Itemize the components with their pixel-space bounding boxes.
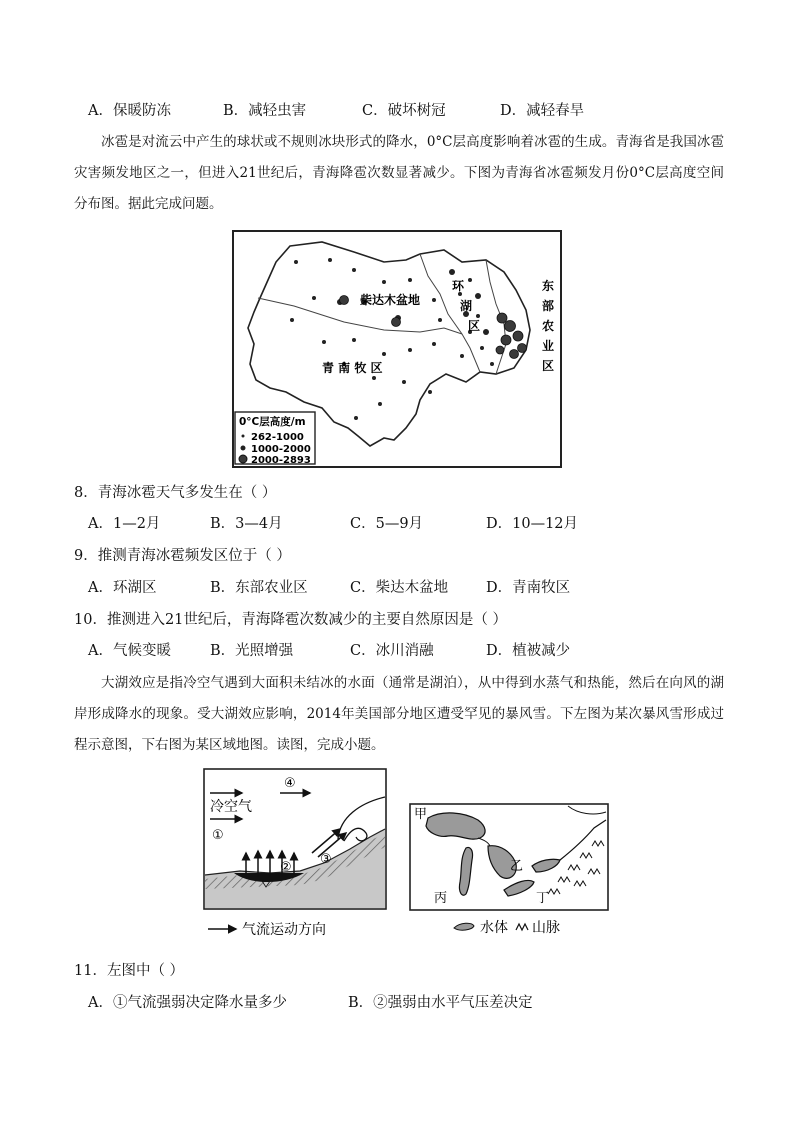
q9-option-b: B．东部农业区 [210,580,308,596]
legend-dot-large [239,455,247,463]
legend-item-3: 2000-2893 [251,455,311,466]
label-m3: ③ [320,852,332,867]
qinghai-hail-map [232,230,562,468]
label-huanhu-3: 区 [468,319,481,333]
label-east-5: 区 [542,359,555,373]
q8-options [88,515,578,533]
label-east-3: 农 [542,319,555,333]
legend-water: 水体 [480,920,508,936]
label-qaidam: 柴达木盆地 [360,293,421,307]
q9-option-c: C．柴达木盆地 [350,580,449,596]
q7-option-b: B．减轻虫害 [223,103,307,119]
legend-airflow: 气流运动方向 [242,922,326,938]
label-m1: ① [212,828,224,843]
q9-option-a: A．环湖区 [88,580,157,596]
legend-dot-small [242,435,245,438]
label-m4: ④ [284,776,296,791]
label-jia: 甲 [414,807,428,822]
q7-option-d: D．减轻春旱 [500,103,585,119]
legend-mountain-icon [516,924,528,930]
q9-option-d: D．青南牧区 [486,580,571,596]
label-east-2: 部 [542,299,555,313]
passage-hail: 冰雹是对流云中产生的球状或不规则冰块形式的降水，0°C层高度影响着冰雹的生成。青海省是我国冰雹灾害频发地区之一，但进入21世纪后，青海降雹次数显著减少。下图为青海省冰雹频发月份0°C层高度空间分布图。据此完成问题。 [74,134,724,212]
legend-item-1: 262-1000 [251,432,304,443]
q9-stem: 9．推测青海冰雹频发区位于（ ） [74,548,291,564]
q10-stem: 10．推测进入21世纪后，青海降雹次数减少的主要自然原因是（ ） [74,612,508,628]
q10-option-c: C．冰川消融 [350,643,434,659]
label-huanhu-1: 环 [452,279,465,293]
lake-effect-diagram [200,767,390,943]
q11-stem: 11．左图中（ ） [74,963,185,979]
label-bing: 丙 [434,891,448,906]
legend-water-icon [454,923,474,930]
q11-options [88,994,533,1012]
q7-options [88,102,584,120]
label-east-1: 东 [542,279,555,293]
q7-option-c: C．破坏树冠 [362,103,446,119]
legend-mountain: 山脉 [532,920,560,936]
q8-option-a: A．1—2月 [88,516,161,532]
q10-option-b: B．光照增强 [210,643,294,659]
q8-stem: 8．青海冰雹天气多发生在（ ） [74,485,277,501]
passage-lake-effect: 大湖效应是指冷空气遇到大面积未结冰的水面（通常是湖泊），从中得到水蒸气和热能，然后在向风的湖岸形成降水的现象。受大湖效应影响，2014年美国部分地区遭受罕见的暴风雪。下左图为某次暴风雪形成过程示意图，下右图为某区域地图。读图，完成小题。 [74,675,724,753]
legend-title: 0°C层高度/m [239,416,306,428]
legend-dot-medium [241,446,246,451]
label-east-4: 业 [542,339,555,353]
q8-option-b: B．3—4月 [210,516,283,532]
q8-option-d: D．10—12月 [486,516,579,532]
q7-option-a: A．保暖防冻 [88,103,171,119]
q10-option-d: D．植被减少 [486,643,571,659]
label-yi: 乙 [510,859,524,874]
label-qingnan: 青 南 牧 区 [322,361,383,375]
great-lakes-map [408,802,610,942]
label-huanhu-2: 湖 [460,299,473,313]
great-lakes-svg [408,802,610,942]
qinghai-map-svg [234,232,560,466]
q11-option-b: B．②强弱由水平气压差决定 [348,995,533,1011]
legend-item-2: 1000-2000 [251,444,311,455]
lake-effect-svg [200,767,390,943]
label-m2: ② [280,860,292,875]
q9-options [88,579,570,597]
label-cold-air: 冷空气 [210,799,252,815]
q10-option-a: A．气候变暖 [88,643,171,659]
label-ding: 丁 [536,891,550,906]
q11-option-a: A．①气流强弱决定降水量多少 [88,995,287,1011]
q8-option-c: C．5—9月 [350,516,424,532]
q10-options [88,642,570,660]
